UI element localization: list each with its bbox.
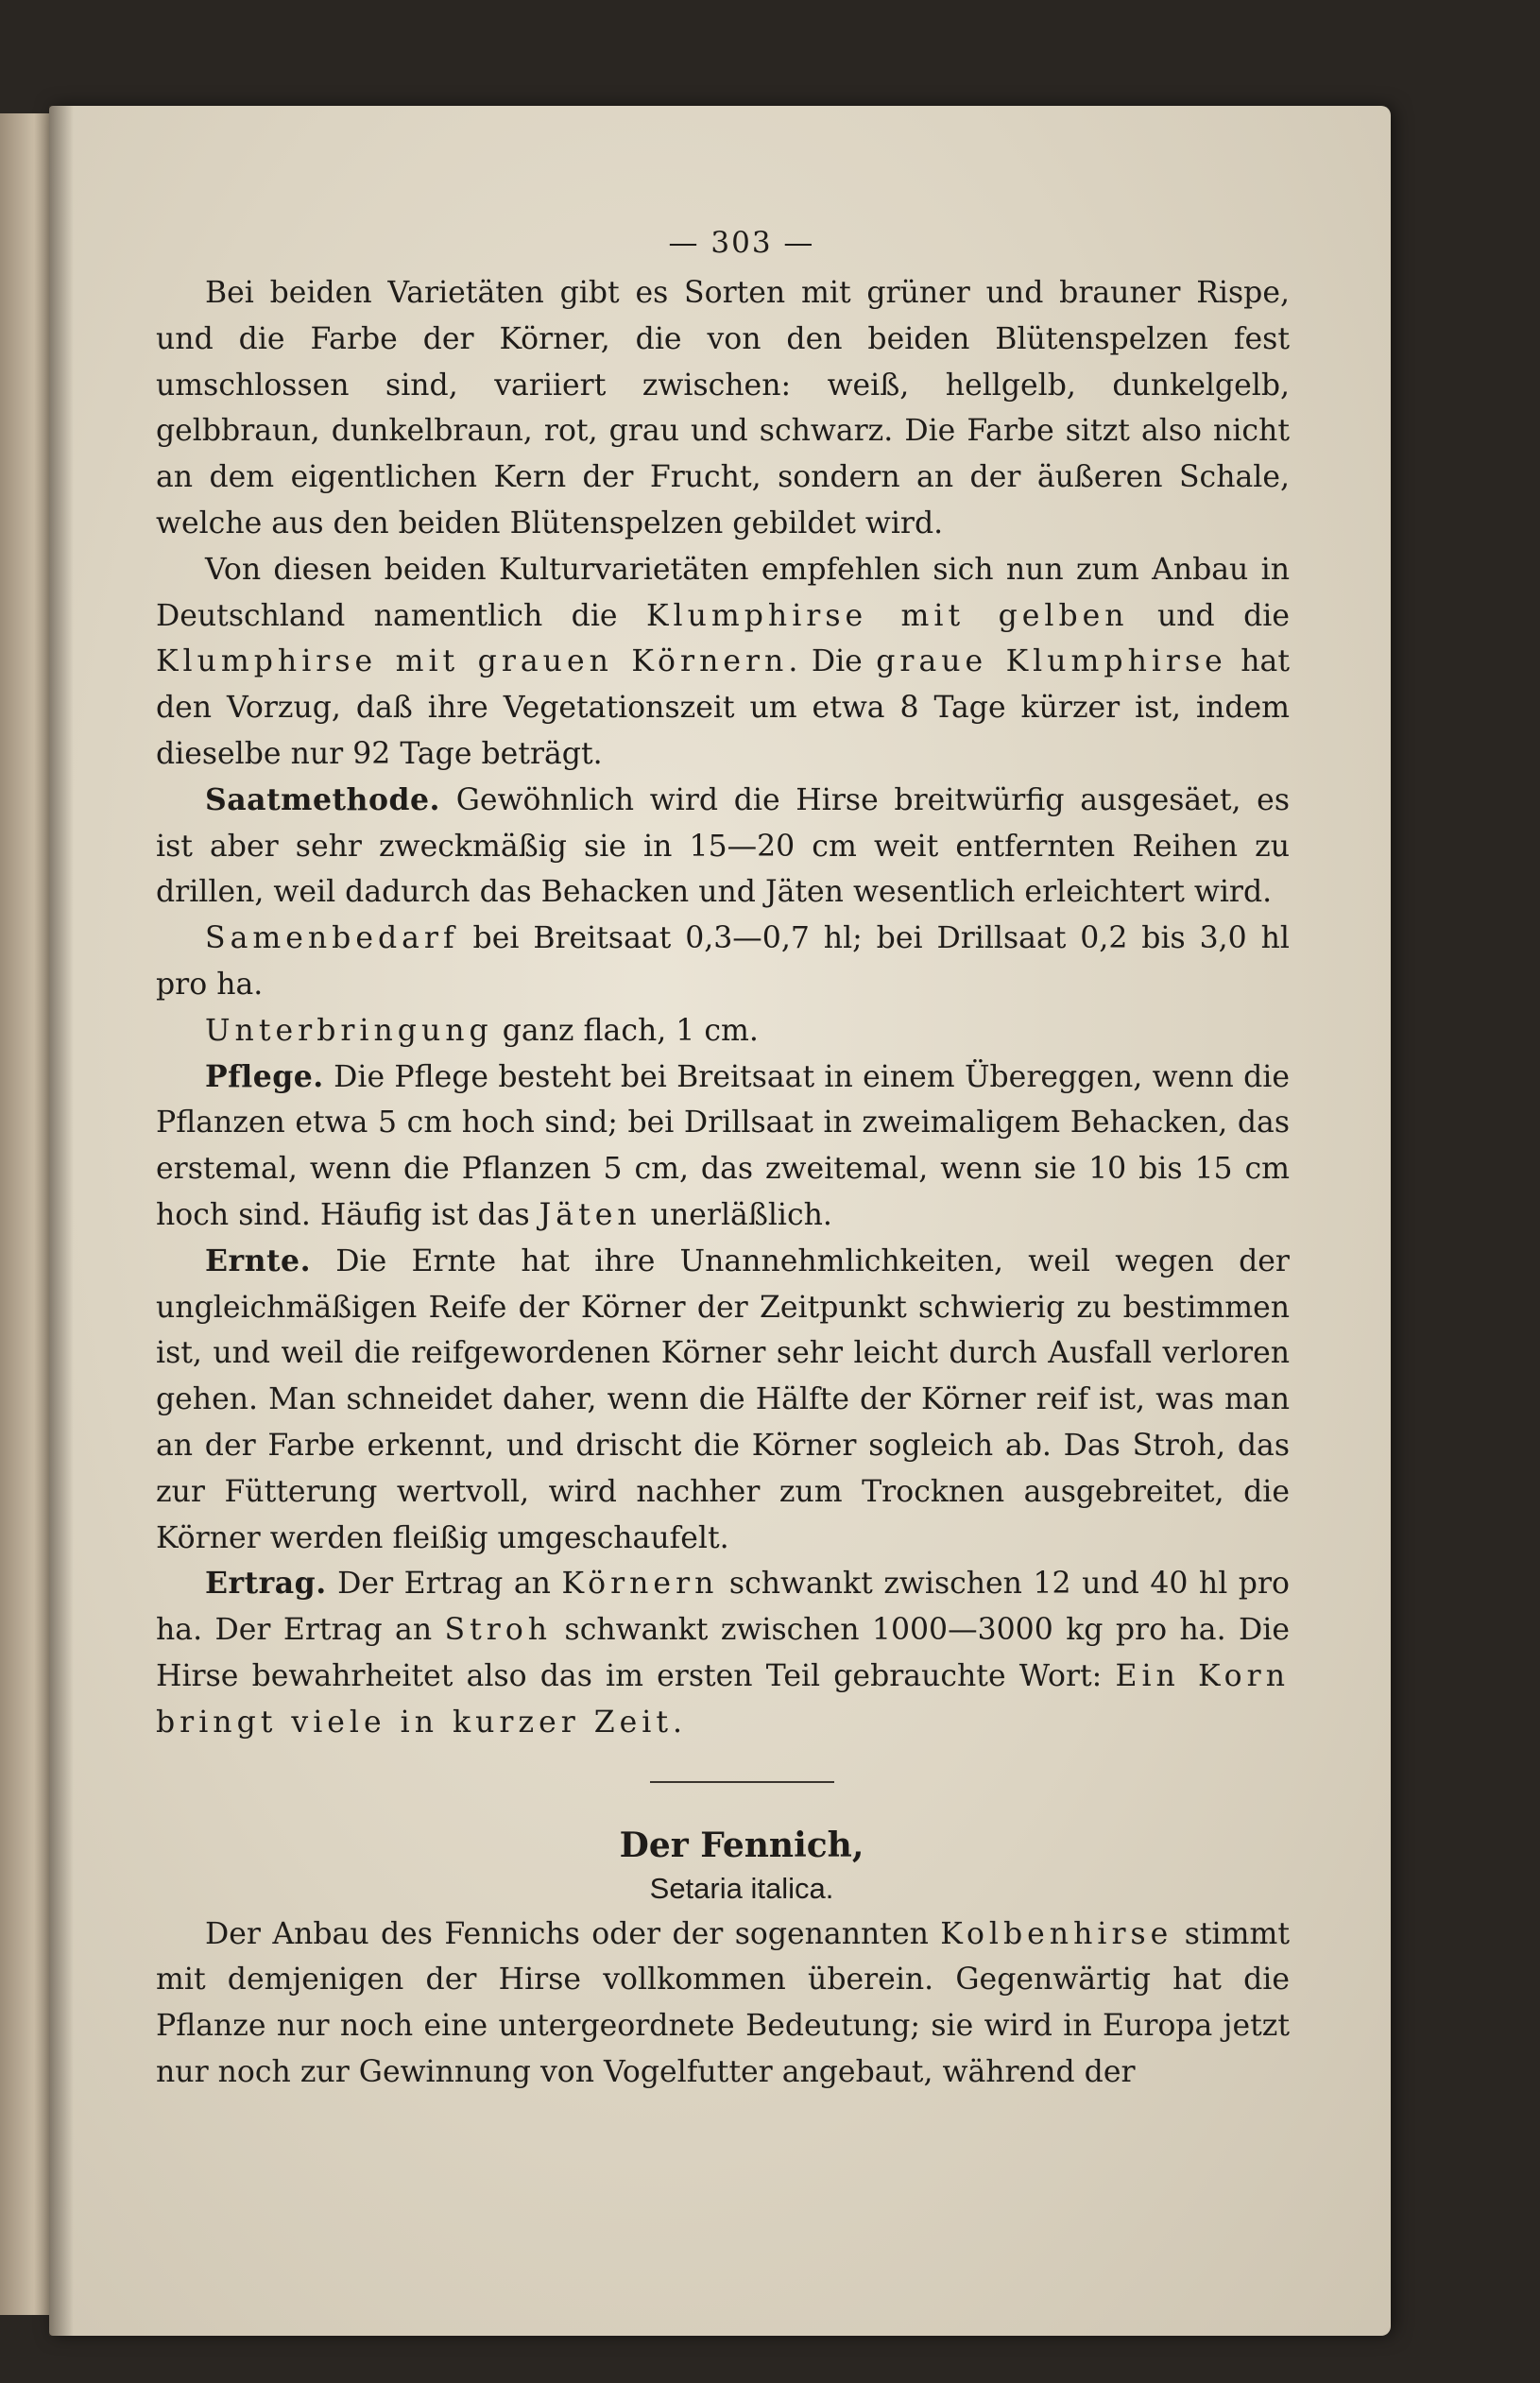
left-page-edge — [0, 113, 57, 2315]
section-subtitle: Setaria italica. — [649, 1871, 834, 1905]
paragraph-ertrag: Ertrag. Der Ertrag an Körnern schwankt zwischen 12 und 40 hl pro ha. Der Ertrag an Stroh schwankt zwischen 1000—3000 kg pro ha. Die Hirse bewahrheitet also das im ersten Teil gebrauchte Wort: Ein Korn bringt viele in kurzer Zeit. — [156, 1566, 1290, 1740]
paragraph-varieties: Bei beiden Varietäten gibt es Sorten mit grüner und brauner Rispe, und die Farbe der Körner, die von den beiden Blütenspelzen fest umschlossen sind, variiert zwischen: weiß, hellgelb, dunkelgelb, gelbbraun, dunkelbraun, rot, grau und schwarz. Die Farbe sitzt also nicht an dem eigentlichen Kern der Frucht, sondern an der äußeren Schale, welche aus den beiden Blütenspelzen gebildet wird. — [156, 276, 1290, 540]
spaced-term: Klumphirse mit grauen Körnern — [156, 644, 789, 679]
inline-heading: Ertrag. — [205, 1566, 327, 1602]
spaced-term: Klumphirse mit gelben — [645, 598, 1129, 633]
paragraph-unterbringung: Unterbringung ganz flach, 1 cm. — [205, 1013, 759, 1048]
page-number: — 303 — — [668, 226, 815, 260]
gutter-shadow — [49, 106, 74, 2336]
inline-heading: Pflege. — [205, 1058, 324, 1094]
paragraph-recommendation: Von diesen beiden Kulturvarietäten empfehlen sich nun zum Anbau in Deutschland namentlich die Klumphirse mit gelben und die Klumphirse mit grauen Körnern. Die graue Klumphirse hat den Vorzug, daß ihre Vegetationszeit um etwa 8 Tage kürzer ist, indem dieselbe nur 92 Tage beträgt. — [156, 552, 1290, 771]
paragraph-ernte: Ernte. Die Ernte hat ihre Unannehmlichkeiten, weil wegen der ungleichmäßigen Reife der Körner der Zeitpunkt schwierig zu bestimmen ist, und weil die reifgewordenen Körner sehr leicht durch Ausfall verloren gehen. Man schneidet daher, wenn die Hälfte der Körner reif ist, was man an der Farbe erkennt, und drischt die Körner sogleich ab. Das Stroh, das zur Fütterung wertvoll, wird nachher zum Trocknen ausgebreitet, die Körner werden fleißig umgeschaufelt. — [156, 1243, 1290, 1555]
spaced-term: Jäten — [539, 1197, 642, 1232]
spaced-term: Samenbedarf — [205, 921, 459, 956]
section-divider — [650, 1781, 834, 1783]
spaced-term: Körnern — [561, 1567, 719, 1602]
inline-heading: Saatmethode. — [205, 781, 440, 817]
section-title: Der Fennich, — [619, 1825, 864, 1865]
spaced-term: Unterbringung — [205, 1013, 493, 1048]
paragraph-pflege: Pflege. Die Pflege besteht bei Breitsaat in einem Übereggen, wenn die Pflanzen etwa 5 cm hoch sind; bei Drillsaat in zweimaligem Behacken, das erstemal, wenn die Pflanzen 5 cm, das zweitemal, wenn sie 10 bis 15 cm hoch sind. Häufig ist das Jäten unerläßlich. — [156, 1058, 1290, 1232]
paragraph-samenbedarf: Samenbedarf bei Breitsaat 0,3—0,7 hl; bei Drillsaat 0,2 bis 3,0 hl pro ha. — [156, 921, 1290, 1002]
spaced-term: Stroh — [444, 1613, 553, 1648]
paragraph-fennich: Der Anbau des Fennichs oder der sogenannten Kolbenhirse stimmt mit demjenigen der Hirse vollkommen überein. Gegenwärtig hat die Pflanze nur noch eine untergeordnete Bedeutung; sie wird in Europa jetzt nur noch zur Gewinnung von Vogelfutter angebaut, während der — [156, 1916, 1290, 2089]
page-text — [156, 215, 1290, 2096]
inline-heading: Ernte. — [205, 1243, 312, 1278]
spaced-term: Kolbenhirse — [940, 1916, 1173, 1951]
spaced-term: Ein Korn bringt viele in kurzer Zeit. — [156, 1658, 1290, 1740]
spaced-term: graue Klumphirse — [876, 644, 1227, 679]
paragraph-saatmethode: Saatmethode. Gewöhnlich wird die Hirse breitwürfig ausgesäet, es ist aber sehr zweckmäßig sie in 15—20 cm weit entfernten Reihen zu drillen, weil dadurch das Behacken und Jäten wesentlich erleichtert wird. — [156, 781, 1290, 910]
